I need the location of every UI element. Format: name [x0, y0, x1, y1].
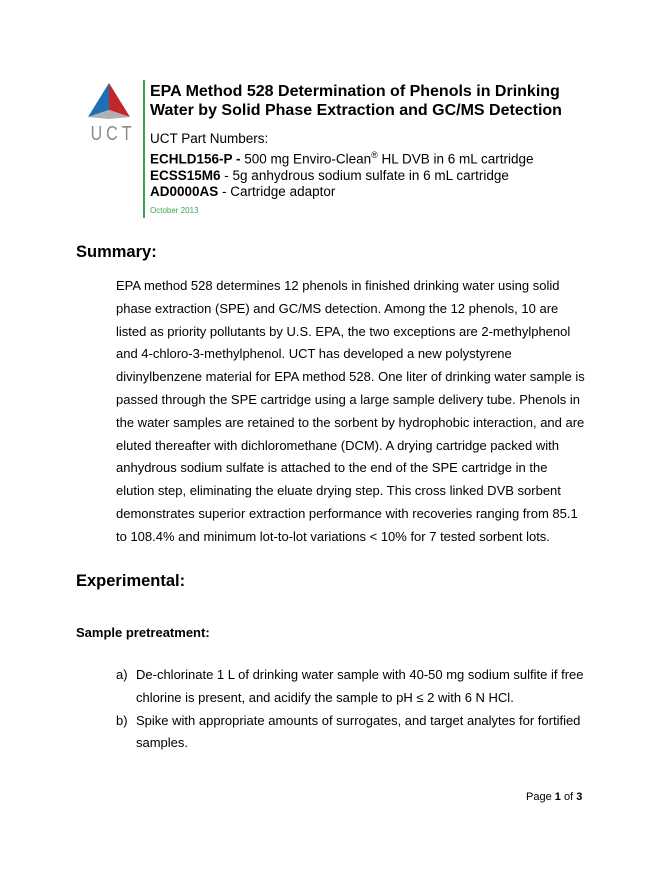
- part-numbers: [150, 131, 534, 200]
- part-numbers-label: UCT Part Numbers:: [150, 131, 269, 146]
- total-pages: 3: [576, 791, 583, 803]
- part-code: AD0000AS: [150, 183, 219, 199]
- header-divider: [143, 80, 145, 218]
- summary-heading: Summary:: [76, 243, 157, 261]
- page-number: [526, 791, 582, 803]
- registered-mark: ®: [371, 150, 378, 160]
- logo-text: UCT: [90, 123, 136, 145]
- part-desc: HL DVB in 6 mL cartridge: [377, 151, 534, 167]
- summary-text: EPA method 528 determines 12 phenols in finished drinking water using solid phase extraction (SPE) and GC/MS detection. Among the 12 phenols, 10 are listed as priority pollutants by U.S. EPA, the two exceptions are 2-methylphenol and 4-chloro-3-methylphenol. UCT has developed a new polystyrene divinylbenzene material for EPA method 528. One liter of drinking water sample is passed through the SPE cartridge using a large sample delivery tube. Phenols in the water samples are retained to the sorbent by hydrophobic interaction, and are eluted thereafter with dichloromethane (DCM). A drying cartridge packed with anhydrous sodium sulfate is attached to the end of the SPE cartridge in the elution step, eliminating the eluate drying step. This cross linked DVB sorbent demonstrates superior extraction performance with recoveries ranging from 85.1 to 108.4% and minimum lot-to-lot variations < 10% for 7 tested sorbent lots.: [116, 278, 585, 544]
- part-desc: - 5g anhydrous sodium sulfate in 6 mL cartridge: [220, 167, 509, 183]
- part-line: [150, 168, 534, 184]
- list-item-text: De-chlorinate 1 L of drinking water sample with 40-50 mg sodium sulfite if free chlorine is present, and acidify the sample to pH ≤ 2 with 6 N HCl.: [136, 667, 584, 705]
- list-item-text: Spike with appropriate amounts of surrogates, and target analytes for fortified samples.: [136, 712, 581, 751]
- current-page: 1: [554, 791, 561, 803]
- list-item: [116, 664, 586, 710]
- part-code: ECSS15M6: [150, 167, 221, 183]
- sample-pretreatment-heading: Sample pretreatment:: [76, 625, 210, 640]
- uct-logo-icon: [86, 82, 132, 120]
- list-marker: a): [116, 667, 128, 682]
- list-marker: b): [116, 712, 128, 728]
- experimental-heading: Experimental:: [76, 572, 186, 590]
- uct-logo: [86, 82, 136, 145]
- part-line: [150, 184, 534, 200]
- document-title: EPA Method 528 Determination of Phenols in Drinking Water by Solid Phase Extraction and GC/MS Detection: [150, 83, 562, 119]
- page-word: Page: [526, 791, 552, 803]
- pretreatment-list: [116, 664, 586, 755]
- of-word: of: [563, 791, 574, 803]
- part-desc: 500 mg Enviro-Clean: [240, 151, 372, 167]
- part-desc: - Cartridge adaptor: [218, 183, 336, 199]
- part-line: [150, 147, 534, 168]
- publication-date: October 2013: [150, 206, 199, 215]
- list-item: [116, 710, 586, 756]
- part-code: ECHLD156-P -: [150, 151, 241, 167]
